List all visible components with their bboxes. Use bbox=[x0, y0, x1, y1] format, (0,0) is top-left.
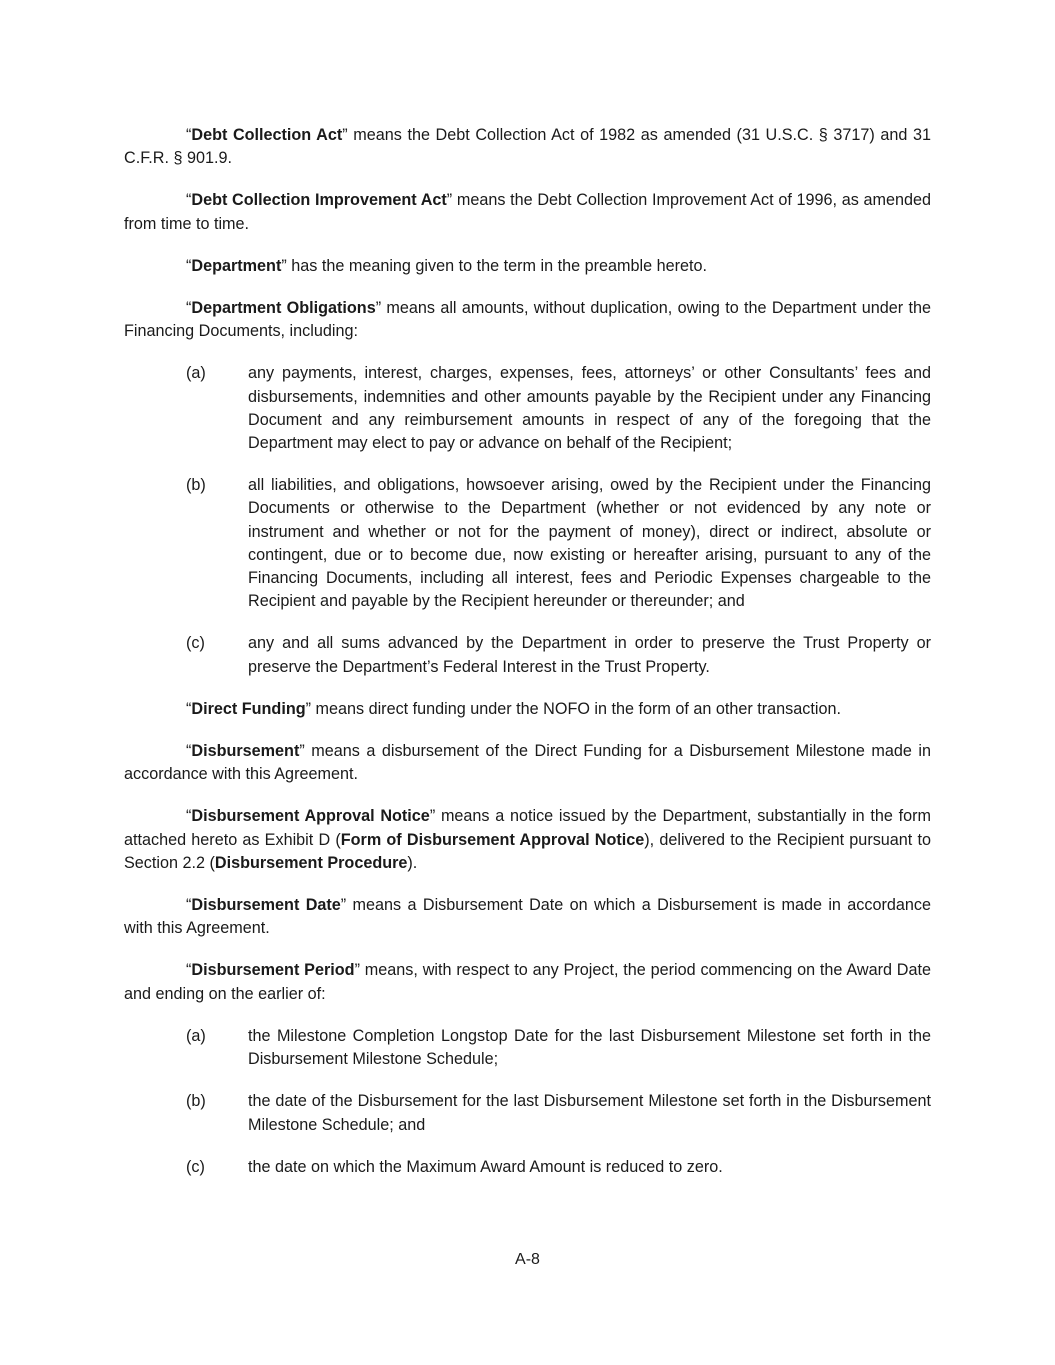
page-number: A-8 bbox=[515, 1251, 540, 1268]
definition-disbursement-date: “Disbursement Date” means a Disbursement Date on which a Disbursement is made in accordance with this Agreement. bbox=[124, 896, 931, 938]
definition-debt-collection-act: “Debt Collection Act” means the Debt Collection Act of 1982 as amended (31 U.S.C. § 3717) and 31 C.F.R. § 901.9. bbox=[124, 126, 931, 168]
item-label: (c) bbox=[186, 1157, 205, 1176]
defined-term: Disbursement Date bbox=[191, 896, 341, 915]
list-item bbox=[124, 1156, 931, 1179]
referenced-title: Disbursement Procedure bbox=[214, 853, 408, 872]
item-text: all liabilities, and obligations, howsoever arising, owed by the Recipient under the Financing Documents or otherwise to the Department (whether or not evidenced by any note or instrument and whether or not for the payment of money), direct or indirect, absolute or contingent, due or to become due, now existing or hereafter arising, pursuant to any of the Financing Documents, including all interest, fees and Periodic Expenses chargeable to the Recipient and payable by the Recipient hereunder or thereunder; and bbox=[248, 476, 931, 611]
definition-disbursement-period: “Disbursement Period” means, with respect to any Project, the period commencing on the Award Date and ending on the earlier of: bbox=[124, 961, 931, 1003]
definition-disbursement-approval-notice: “Disbursement Approval Notice” means a notice issued by the Department, substantially in the form attached hereto as Exhibit D (Form of Disbursement Approval Notice), delivered to the Recipient pursuant to Section 2.2 (Disbursement Procedure). bbox=[124, 807, 932, 872]
definition-debt-collection-improvement-act: “Debt Collection Improvement Act” means the Debt Collection Improvement Act of 1996, as amended from time to time. bbox=[124, 191, 931, 233]
defined-term: Department Obligations bbox=[191, 299, 376, 318]
definition-direct-funding: “Direct Funding” means direct funding under the NOFO in the form of an other transaction. bbox=[186, 699, 841, 718]
defined-term: Debt Collection Act bbox=[191, 126, 343, 144]
item-text: any and all sums advanced by the Department in order to preserve the Trust Property or preserve the Department’s Federal Interest in the Trust Property. bbox=[248, 634, 931, 676]
item-text: the date of the Disbursement for the last Disbursement Milestone set forth in the Disbursement Milestone Schedule; and bbox=[248, 1092, 931, 1134]
defined-term: Debt Collection Improvement Act bbox=[191, 191, 447, 210]
list-item bbox=[124, 632, 931, 678]
item-text: the Milestone Completion Longstop Date for the last Disbursement Milestone set forth in the Disbursement Milestone Schedule; bbox=[248, 1026, 931, 1069]
item-label: (b) bbox=[186, 1092, 206, 1111]
defined-term: Disbursement Approval Notice bbox=[191, 807, 430, 826]
referenced-title: Form of Disbursement Approval Notice bbox=[340, 830, 645, 849]
item-label: (a) bbox=[186, 364, 206, 383]
item-label: (a) bbox=[186, 1026, 206, 1045]
department-obligations-list bbox=[124, 362, 931, 678]
definition-department: “Department” has the meaning given to the term in the preamble hereto. bbox=[186, 256, 707, 275]
item-label: (b) bbox=[186, 476, 206, 495]
defined-term: Direct Funding bbox=[191, 699, 306, 718]
list-item bbox=[124, 362, 931, 455]
item-text: the date on which the Maximum Award Amount is reduced to zero. bbox=[248, 1157, 723, 1176]
defined-term: Disbursement Period bbox=[191, 961, 355, 980]
definition-department-obligations: “Department Obligations” means all amounts, without duplication, owing to the Department under the Financing Documents, including: bbox=[124, 299, 931, 341]
disbursement-period-list bbox=[124, 1025, 931, 1179]
item-label: (c) bbox=[186, 634, 205, 653]
list-item bbox=[124, 1090, 931, 1136]
list-item bbox=[124, 1025, 931, 1071]
item-text: any payments, interest, charges, expenses, fees, attorneys’ or other Consultants’ fees and disbursements, indemnities and other amounts payable by the Recipient under any Financing Document and any reimbursement amounts in respect of any of the foregoing that the Department may elect to pay or advance on behalf of the Recipient; bbox=[248, 364, 931, 453]
document-page bbox=[124, 124, 931, 1198]
definition-disbursement: “Disbursement” means a disbursement of the Direct Funding for a Disbursement Milestone made in accordance with this Agreement. bbox=[124, 742, 931, 784]
list-item bbox=[124, 474, 931, 613]
defined-term: Disbursement bbox=[191, 742, 300, 761]
defined-term: Department bbox=[191, 256, 282, 275]
